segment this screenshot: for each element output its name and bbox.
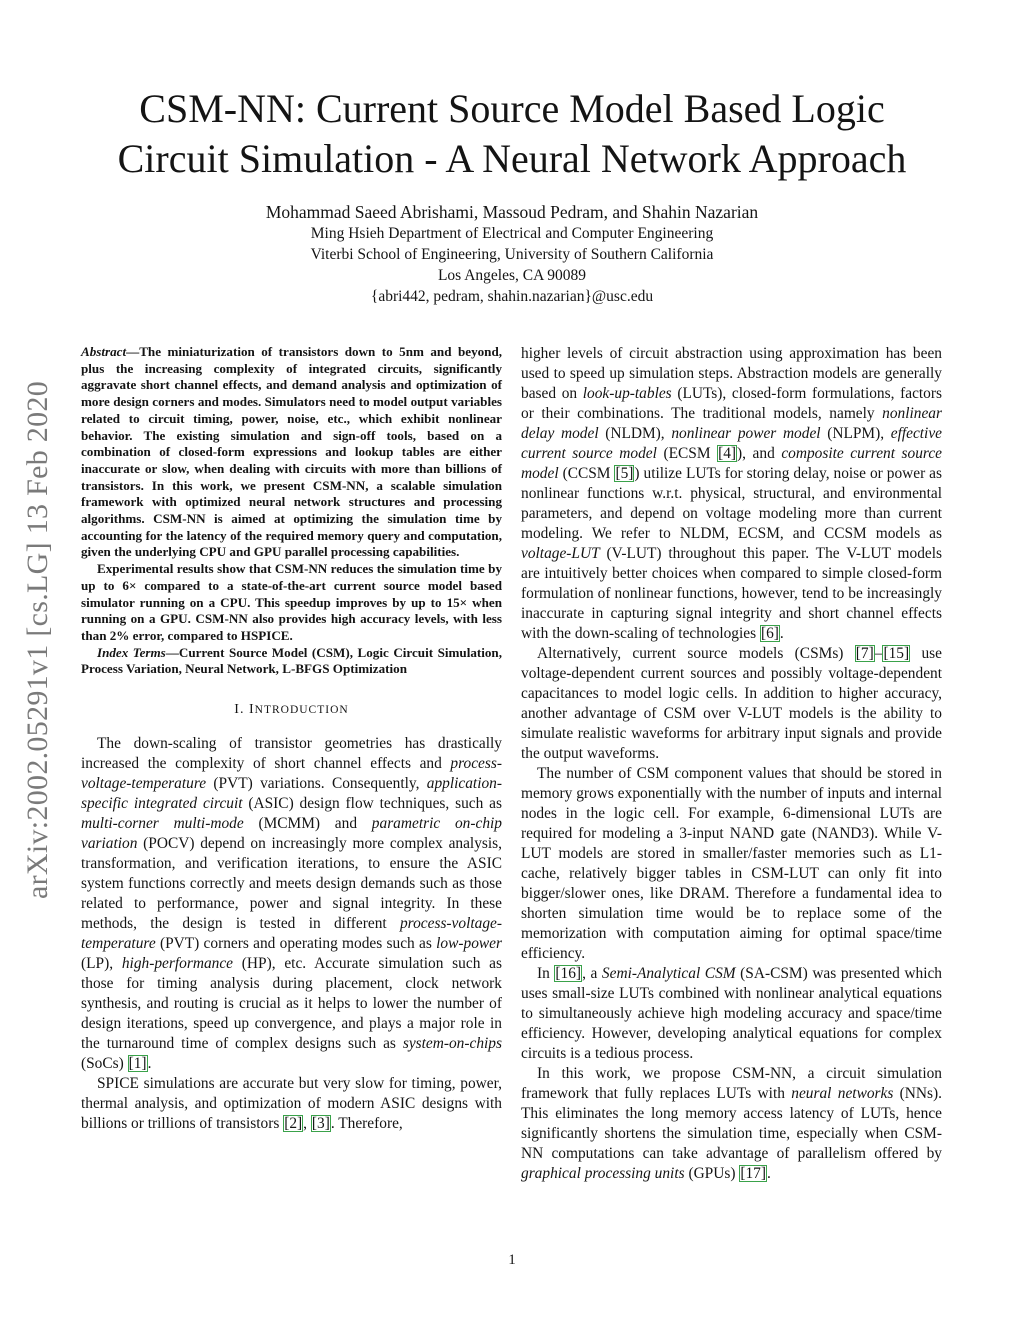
citation-link[interactable]: [5] [615, 465, 634, 482]
intro-paragraph-4: Alternatively, current source models (CSMs) [7]–[15] use voltage-dependent current sources and possibly voltage-dependent capacitances to model logic cells. In addition to higher accuracy, another advantage of CSM over V-LUT models is the ability to simulate realistic waveforms for arbitrary input signals and provide the output waveforms. [521, 645, 942, 762]
intro-paragraph-3: higher levels of circuit abstraction using approximation has been used to speed up simulation steps. Abstraction models are generally based on look-up-tables (LUTs), closed-form formulations, factors or their combinations. The traditional models, namely nonlinear delay model (NLDM), nonlinear power model (NLPM), effective current source model (ECSM [4]), and composite current source model (CCSM [5]) utilize LUTs for storing delay, noise or power as nonlinear functions w.r.t. physical, structural, and environmental parameters, and depend on voltage modeling more than current modeling. We refer to NLDM, ECSM, and CCSM models as voltage-LUT (V-LUT) throughout this paper. The V-LUT models are intuitively better choices when compared to simple closed-form formulation of nonlinear functions, however, tend to be increasingly inaccurate in capturing signal integrity and short channel effects with the down-scaling of technologies [6]. [521, 345, 943, 642]
affiliation-location: Los Angeles, CA 90089 [437, 267, 587, 284]
intro-paragraph-7: In this work, we propose CSM-NN, a circuit simulation framework that fully replaces LUTs with neural networks (NNs). This eliminates the long memory access latency of LUTs, hence significantly shortens the simulation time, especially when CSM-NN computations can take advantage of parallelism offered by graphical processing units (GPUs) [17]. [521, 1065, 942, 1182]
citation-link[interactable]: [7] [855, 645, 874, 662]
author-emails: {abri442, pedram, shahin.nazarian}@usc.edu [370, 288, 654, 305]
index-terms-label: Index Terms [97, 644, 166, 660]
citation-link[interactable]: [3] [311, 1115, 330, 1133]
title-line-2: Circuit Simulation - A Neural Network Approach [117, 136, 907, 181]
author-block [60, 201, 964, 307]
title-line-1: CSM-NN: Current Source Model Based Logic [139, 86, 885, 131]
citation-link[interactable]: [4] [718, 445, 737, 462]
citation-link[interactable]: [16] [555, 965, 582, 982]
right-column [521, 344, 942, 1184]
section-heading-introduction: I. INTRODUCTION [234, 702, 349, 718]
abstract [81, 344, 502, 561]
citation-link[interactable]: [6] [760, 625, 779, 642]
abstract-results: Experimental results show that CSM-NN reduces the simulation time by up to 6× compared to a state-of-the-art current source model based simulator running on a CPU. This speedup improves by up to 15× when running on a GPU. CSM-NN also provides high accuracy levels, with less than 2% error, compared to HSPICE. [81, 561, 502, 643]
arxiv-stamp-text[interactable]: arXiv:2002.05291v1 [cs.LG] 13 Feb 2020 [21, 380, 54, 900]
affiliation-school: Viterbi School of Engineering, University of Southern California [310, 246, 714, 263]
citation-link[interactable]: [2] [284, 1115, 303, 1133]
left-column [81, 344, 502, 1134]
citation-link[interactable]: [1] [128, 1055, 147, 1073]
author-names: Mohammad Saeed Abrishami, Massoud Pedram, and Shahin Nazarian [265, 202, 759, 222]
index-terms [81, 645, 502, 678]
paper-title [60, 84, 964, 184]
intro-paragraph-6: In [16], a Semi-Analytical CSM (SA-CSM) was presented which uses small-size LUTs combined with nonlinear analytical equations to simultaneously achieve high modeling accuracy and space/time efficiency. However, developing analytical equations for complex circuits is a tedious process. [521, 965, 943, 1062]
index-terms-text: —Current Source Model (CSM), Logic Circuit Simulation, Process Variation, Neural Network, L-BFGS Optimization [81, 644, 502, 677]
intro-paragraph-5: The number of CSM component values that should be stored in memory grows exponentially with the number of inputs and internal nodes in the logic cell. For example, 6-dimensional LUTs are required for modeling a 3-input NAND gate (NAND3). While V-LUT models are stored in smaller/faster memories such as L1-cache, relatively bigger tables in CSM-LUT can only fit into bigger/slower ones, like DRAM. Therefore a fundamental idea to shorten simulation time would be to replace some of the memorization with computation aiming for optimal space/time efficiency. [521, 765, 942, 962]
citation-link[interactable]: [17] [740, 1165, 766, 1182]
citation-link[interactable]: [15] [883, 645, 910, 662]
affiliation-dept: Ming Hsieh Department of Electrical and Computer Engineering [310, 225, 714, 242]
abstract-text: —The miniaturization of transistors down to 5nm and beyond, plus the increasing complexity of integrated circuits, significantly aggravate short channel effects, and demand analysis and optimization of more design corners and modes. Simulators need to model output variables related to circuit timing, power, noise, etc., which exhibit nonlinear behavior. The existing simulation and sign-off tools, based on a combination of closed-form expressions and lookup tables are either inaccurate or slow, when dealing with circuits with more than billions of transistors. In this work, we present CSM-NN, a scalable simulation framework with optimized neural network structures and processing algorithms. CSM-NN is aimed at optimizing the simulation time by accounting for the latency of the required memory query and computation, given the underlying CPU and GPU parallel processing capabilities. [81, 344, 502, 560]
page-number: 1 [508, 1252, 516, 1268]
intro-paragraph-2: SPICE simulations are accurate but very slow for timing, power, thermal analysis, and optimization of modern ASIC designs with billions or trillions of transistors [2], [3]. Therefore, [81, 1075, 502, 1133]
intro-paragraph-1: The down-scaling of transistor geometries has drastically increased the complexity of short channel effects and process-voltage-temperature (PVT) variations. Consequently, application-specific integrated circuit (ASIC) design flow techniques, such as multi-corner multi-mode (MCMM) and parametric on-chip variation (POCV) depend on increasingly more complex analysis, transformation, and verification iterations, to ensure the ASIC system functions correctly and meets design demands such as those related to performance, power and signal integrity. In these methods, the design is tested in different process-voltage-temperature (PVT) corners and operating modes such as low-power (LP), high-performance (HP), etc. Accurate simulation such as those for timing analysis during placement, clock network synthesis, and routing is crucial as it helps to lower the number of design iterations, speed up convergence, and plays a major role in the turnaround time of complex designs such as system-on-chips (SoCs) [1]. [81, 735, 502, 1073]
abstract-label: Abstract [81, 344, 127, 359]
